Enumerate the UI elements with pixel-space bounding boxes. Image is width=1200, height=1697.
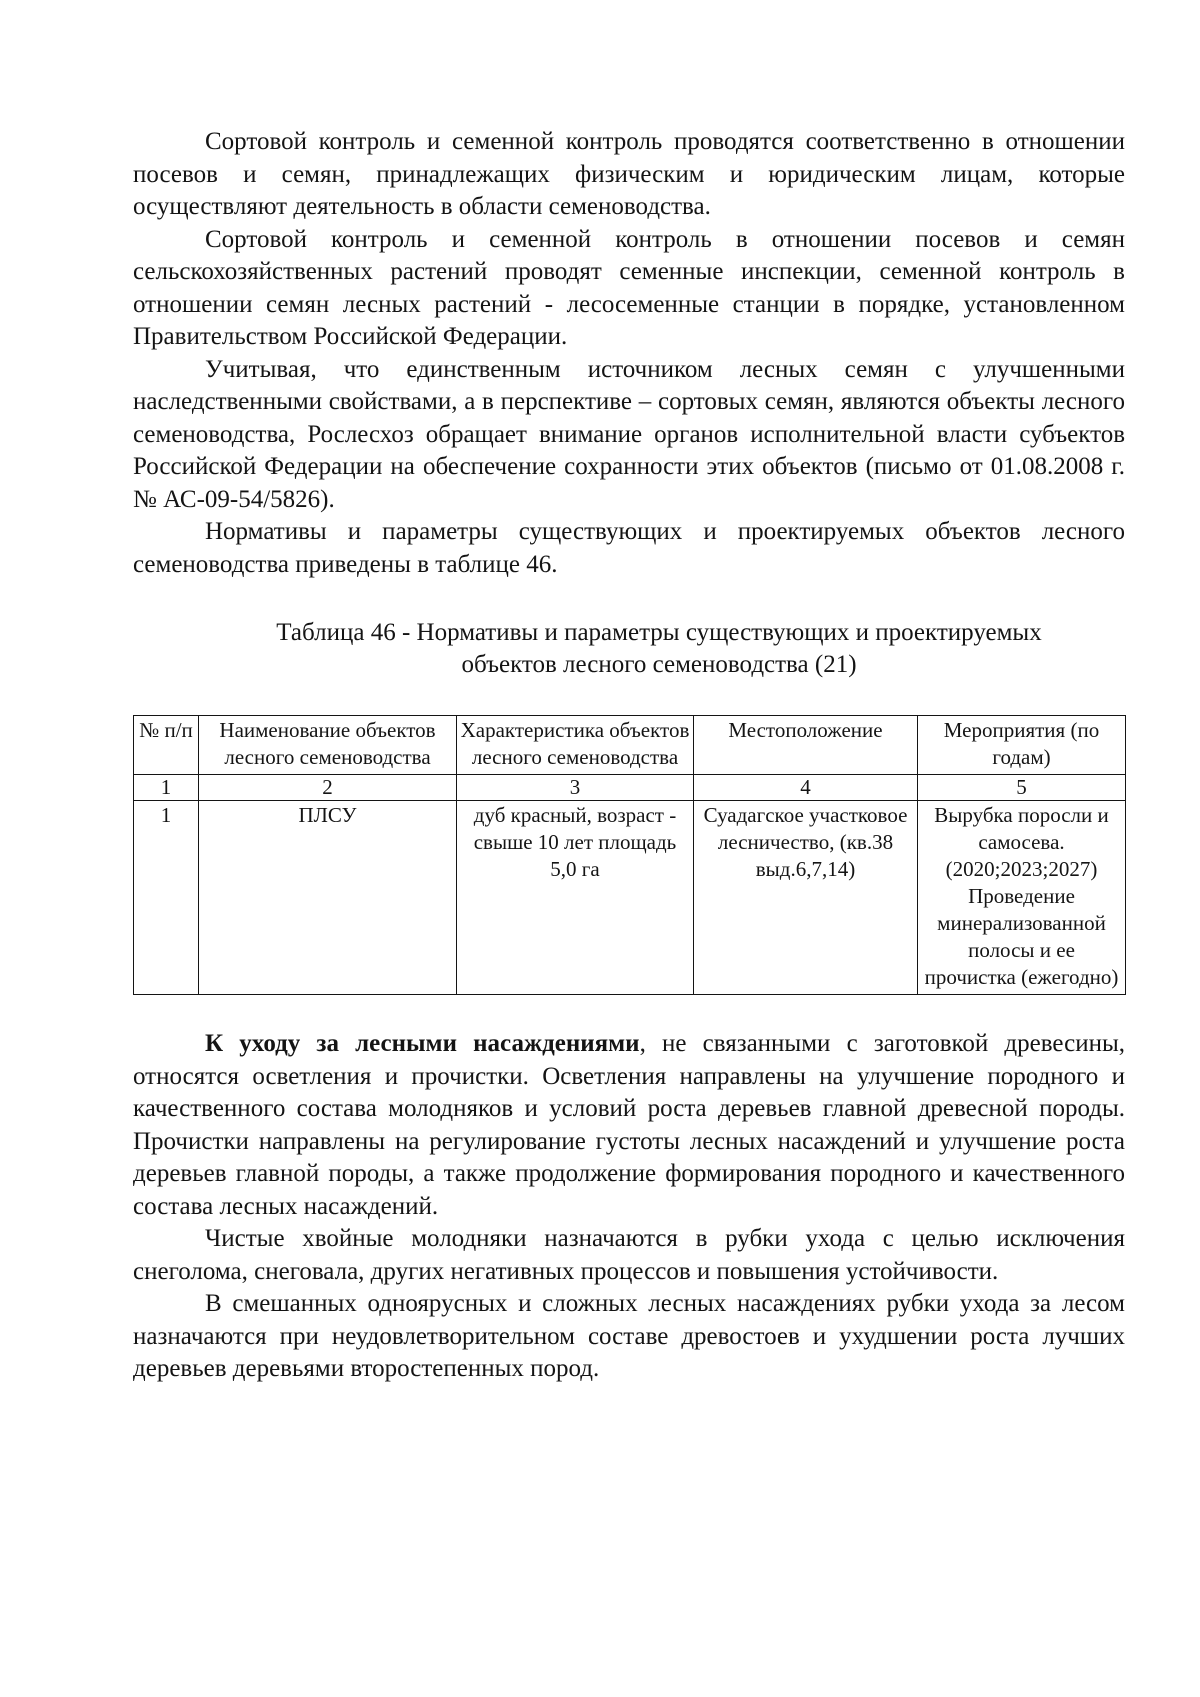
table-caption-line-1: Таблица 46 - Нормативы и параметры существующих и проектируемых — [276, 619, 1042, 646]
table-container — [133, 715, 1125, 995]
column-number-3: 3 — [457, 775, 694, 801]
paragraph-mixed-stands: В смешанных одноярусных и сложных лесных насаждениях рубки ухода за лесом назначаются при неудовлетворительном составе древостоев и ухудшении роста лучших деревьев деревьями второстепенных пород. — [133, 1290, 1125, 1382]
paragraph-rosleshoz: Учитывая, что единственным источником лесных семян с улучшенными наследственными свойствами, а в перспективе – сортовых семян, являются объекты лесного семеноводства, Рослесхоз обращает внимание органов исполнительной власти субъектов Российской Федерации на обеспечение сохранности этих объектов (письмо от 01.08.2008 г. № АС-09-54/5826). — [133, 355, 1125, 513]
paragraph-table-reference: Нормативы и параметры существующих и проектируемых объектов лесного семеноводства приведены в таблице 46. — [133, 518, 1125, 578]
table-caption-line-2: объектов лесного семеноводства (21) — [461, 651, 857, 678]
seed-objects-table — [133, 715, 1126, 995]
document-page — [133, 126, 1125, 1386]
column-number-4: 4 — [694, 775, 918, 801]
column-number-5: 5 — [918, 775, 1126, 801]
cell-name: ПЛСУ — [199, 801, 457, 995]
column-number-2: 2 — [199, 775, 457, 801]
cell-location: Суадагское участковое лесничество, (кв.38 выд.6,7,14) — [694, 801, 918, 995]
header-location: Местоположение — [694, 716, 918, 775]
table-caption — [133, 617, 1125, 681]
table-row — [134, 801, 1126, 995]
column-number-1: 1 — [134, 775, 199, 801]
forest-care-bold-lead: К уходу за лесными насаждениями — [205, 1030, 640, 1057]
cell-number: 1 — [134, 801, 199, 995]
header-name: Наименование объектов лесного семеноводства — [199, 716, 457, 775]
paragraph-inspections: Сортовой контроль и семенной контроль в отношении посевов и семян сельскохозяйственных растений проводят семенные инспекции, семенной контроль в отношении семян лесных растений - лесосеменные станции в порядке, установленном Правительством Российской Федерации. — [133, 225, 1125, 350]
table-header-row — [134, 716, 1126, 775]
paragraph-coniferous: Чистые хвойные молодняки назначаются в рубки ухода с целью исключения снеголома, снеговала, других негативных процессов и повышения устойчивости. — [133, 1225, 1125, 1285]
table-column-number-row — [134, 775, 1126, 801]
paragraph-varietal-control: Сортовой контроль и семенной контроль проводятся соответственно в отношении посевов и семян, принадлежащих физическим и юридическим лицам, которые осуществляют деятельность в области семеноводства. — [133, 128, 1125, 220]
forest-care-text: , не связанными с заготовкой древесины, относятся осветления и прочистки. Осветления направлены на улучшение породного и качественного состава молодняков и условий роста деревьев главной древесной породы. Прочистки направлены на регулирование густоты лесных насаждений и улучшение роста деревьев главной породы, а также продолжение формирования породного и качественного состава лесных насаждений. — [133, 1030, 1125, 1220]
header-activities: Мероприятия (по годам) — [918, 716, 1126, 775]
cell-activities: Вырубка поросли и самосева. (2020;2023;2027) Проведение минерализованной полосы и ее прочистка (ежегодно) — [918, 801, 1126, 995]
header-number: № п/п — [134, 716, 199, 775]
cell-characteristics: дуб красный, возраст - свыше 10 лет площадь 5,0 га — [457, 801, 694, 995]
paragraph-forest-care — [133, 1028, 1125, 1223]
header-characteristics: Характеристика объектов лесного семеноводства — [457, 716, 694, 775]
